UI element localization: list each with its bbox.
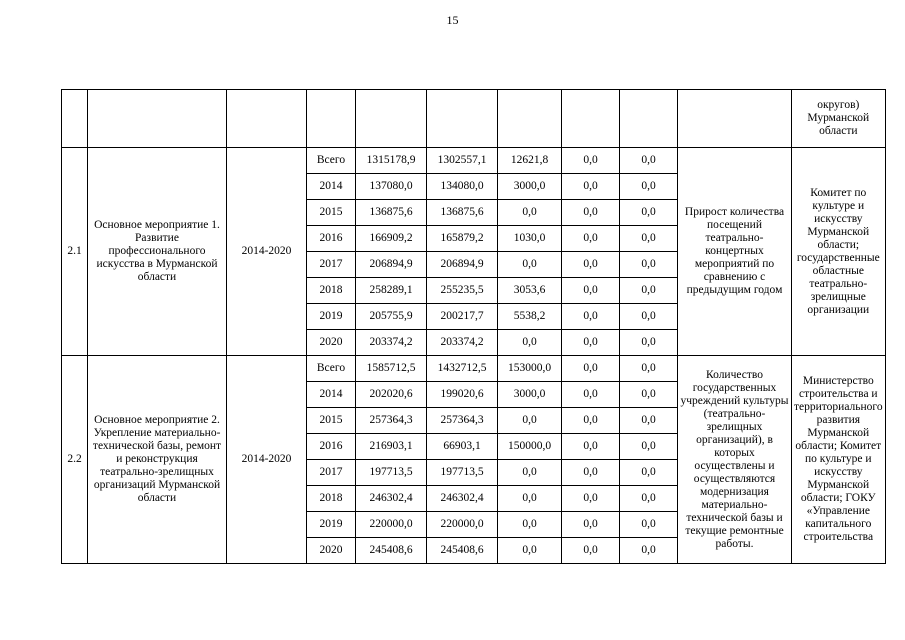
value-regional: 66903,1 — [427, 434, 498, 460]
value-total: 245408,6 — [356, 538, 427, 564]
table-body — [62, 90, 886, 564]
value-local: 0,0 — [562, 512, 620, 538]
value-local: 0,0 — [562, 174, 620, 200]
executor-cell: Комитет по культуре и искусству Мурманской области; государственные областные театрально-зрелищные организации — [792, 148, 886, 356]
row-number: 2.2 — [62, 356, 88, 564]
value-total: 202020,6 — [356, 382, 427, 408]
header-cell-year — [307, 90, 356, 148]
value-federal: 3053,6 — [498, 278, 562, 304]
value-local: 0,0 — [562, 148, 620, 174]
value-regional: 200217,7 — [427, 304, 498, 330]
value-regional: 1302557,1 — [427, 148, 498, 174]
indicator-cell: Количество государственных учреждений культуры (театрально-зрелищных организаций), в которых осуществлены и осуществляются модернизация материально-технической базы и текущие ремонтные работы. — [678, 356, 792, 564]
value-federal: 12621,8 — [498, 148, 562, 174]
value-other: 0,0 — [620, 148, 678, 174]
year-cell: 2018 — [307, 486, 356, 512]
value-total: 257364,3 — [356, 408, 427, 434]
year-cell: 2020 — [307, 538, 356, 564]
value-regional: 245408,6 — [427, 538, 498, 564]
value-local: 0,0 — [562, 200, 620, 226]
value-regional: 257364,3 — [427, 408, 498, 434]
year-cell: 2018 — [307, 278, 356, 304]
value-other: 0,0 — [620, 356, 678, 382]
value-other: 0,0 — [620, 330, 678, 356]
value-total: 258289,1 — [356, 278, 427, 304]
value-regional: 197713,5 — [427, 460, 498, 486]
value-other: 0,0 — [620, 538, 678, 564]
value-federal: 0,0 — [498, 408, 562, 434]
executor-cell: Министерство строительства и территориального развития Мурманской области; Комитет по культуре и искусству Мурманской области; ГОКУ «Управление капитального строительства — [792, 356, 886, 564]
value-total: 206894,9 — [356, 252, 427, 278]
year-cell: 2020 — [307, 330, 356, 356]
value-federal: 0,0 — [498, 330, 562, 356]
value-total: 1315178,9 — [356, 148, 427, 174]
value-federal: 0,0 — [498, 200, 562, 226]
value-regional: 165879,2 — [427, 226, 498, 252]
value-local: 0,0 — [562, 460, 620, 486]
value-total: 166909,2 — [356, 226, 427, 252]
value-regional: 199020,6 — [427, 382, 498, 408]
value-federal: 3000,0 — [498, 174, 562, 200]
value-federal: 0,0 — [498, 252, 562, 278]
value-federal: 1030,0 — [498, 226, 562, 252]
header-cell-v2 — [427, 90, 498, 148]
year-cell: 2016 — [307, 434, 356, 460]
header-cell-v3 — [498, 90, 562, 148]
value-total: 205755,9 — [356, 304, 427, 330]
value-local: 0,0 — [562, 252, 620, 278]
header-cell-indicator — [678, 90, 792, 148]
header-cell-v5 — [620, 90, 678, 148]
value-total: 220000,0 — [356, 512, 427, 538]
value-other: 0,0 — [620, 226, 678, 252]
activity-name: Основное мероприятие 1. Развитие профессионального искусства в Мурманской области — [88, 148, 227, 356]
value-other: 0,0 — [620, 486, 678, 512]
value-other: 0,0 — [620, 304, 678, 330]
value-regional: 1432712,5 — [427, 356, 498, 382]
year-cell: 2017 — [307, 460, 356, 486]
value-federal: 150000,0 — [498, 434, 562, 460]
value-federal: 3000,0 — [498, 382, 562, 408]
value-other: 0,0 — [620, 512, 678, 538]
value-local: 0,0 — [562, 434, 620, 460]
value-local: 0,0 — [562, 304, 620, 330]
value-local: 0,0 — [562, 226, 620, 252]
value-total: 246302,4 — [356, 486, 427, 512]
value-total: 136875,6 — [356, 200, 427, 226]
header-cell-no — [62, 90, 88, 148]
year-cell: 2019 — [307, 304, 356, 330]
value-other: 0,0 — [620, 460, 678, 486]
header-cell-v1 — [356, 90, 427, 148]
page-number: 15 — [446, 13, 459, 27]
value-local: 0,0 — [562, 330, 620, 356]
value-federal: 0,0 — [498, 512, 562, 538]
value-federal: 0,0 — [498, 460, 562, 486]
period-cell: 2014-2020 — [227, 356, 307, 564]
year-cell: Всего — [307, 148, 356, 174]
value-local: 0,0 — [562, 278, 620, 304]
row-number: 2.1 — [62, 148, 88, 356]
value-regional: 203374,2 — [427, 330, 498, 356]
header-cell-executor: округов) Мурманской области — [792, 90, 886, 148]
value-total: 1585712,5 — [356, 356, 427, 382]
value-regional: 255235,5 — [427, 278, 498, 304]
value-other: 0,0 — [620, 252, 678, 278]
table-row — [62, 356, 886, 382]
activity-name: Основное мероприятие 2. Укрепление материально-технической базы, ремонт и реконструкция театрально-зрелищных организаций Мурманской области — [88, 356, 227, 564]
value-total: 216903,1 — [356, 434, 427, 460]
value-local: 0,0 — [562, 538, 620, 564]
value-regional: 134080,0 — [427, 174, 498, 200]
period-cell: 2014-2020 — [227, 148, 307, 356]
value-other: 0,0 — [620, 278, 678, 304]
header-cell-period — [227, 90, 307, 148]
value-other: 0,0 — [620, 408, 678, 434]
value-regional: 246302,4 — [427, 486, 498, 512]
year-cell: Всего — [307, 356, 356, 382]
value-regional: 206894,9 — [427, 252, 498, 278]
value-local: 0,0 — [562, 408, 620, 434]
indicator-cell: Прирост количества посещений театрально-концертных мероприятий по сравнению с предыдущим годом — [678, 148, 792, 356]
value-total: 137080,0 — [356, 174, 427, 200]
value-other: 0,0 — [620, 434, 678, 460]
value-other: 0,0 — [620, 200, 678, 226]
value-local: 0,0 — [562, 356, 620, 382]
header-row — [62, 90, 886, 148]
value-federal: 153000,0 — [498, 356, 562, 382]
value-total: 197713,5 — [356, 460, 427, 486]
year-cell: 2019 — [307, 512, 356, 538]
header-cell-name — [88, 90, 227, 148]
header-cell-v4 — [562, 90, 620, 148]
value-other: 0,0 — [620, 174, 678, 200]
year-cell: 2014 — [307, 382, 356, 408]
year-cell: 2017 — [307, 252, 356, 278]
value-other: 0,0 — [620, 382, 678, 408]
value-local: 0,0 — [562, 382, 620, 408]
year-cell: 2014 — [307, 174, 356, 200]
value-regional: 220000,0 — [427, 512, 498, 538]
program-table — [61, 89, 886, 564]
value-federal: 0,0 — [498, 538, 562, 564]
value-total: 203374,2 — [356, 330, 427, 356]
value-regional: 136875,6 — [427, 200, 498, 226]
year-cell: 2015 — [307, 408, 356, 434]
value-federal: 5538,2 — [498, 304, 562, 330]
year-cell: 2016 — [307, 226, 356, 252]
value-federal: 0,0 — [498, 486, 562, 512]
year-cell: 2015 — [307, 200, 356, 226]
value-local: 0,0 — [562, 486, 620, 512]
table-row — [62, 148, 886, 174]
